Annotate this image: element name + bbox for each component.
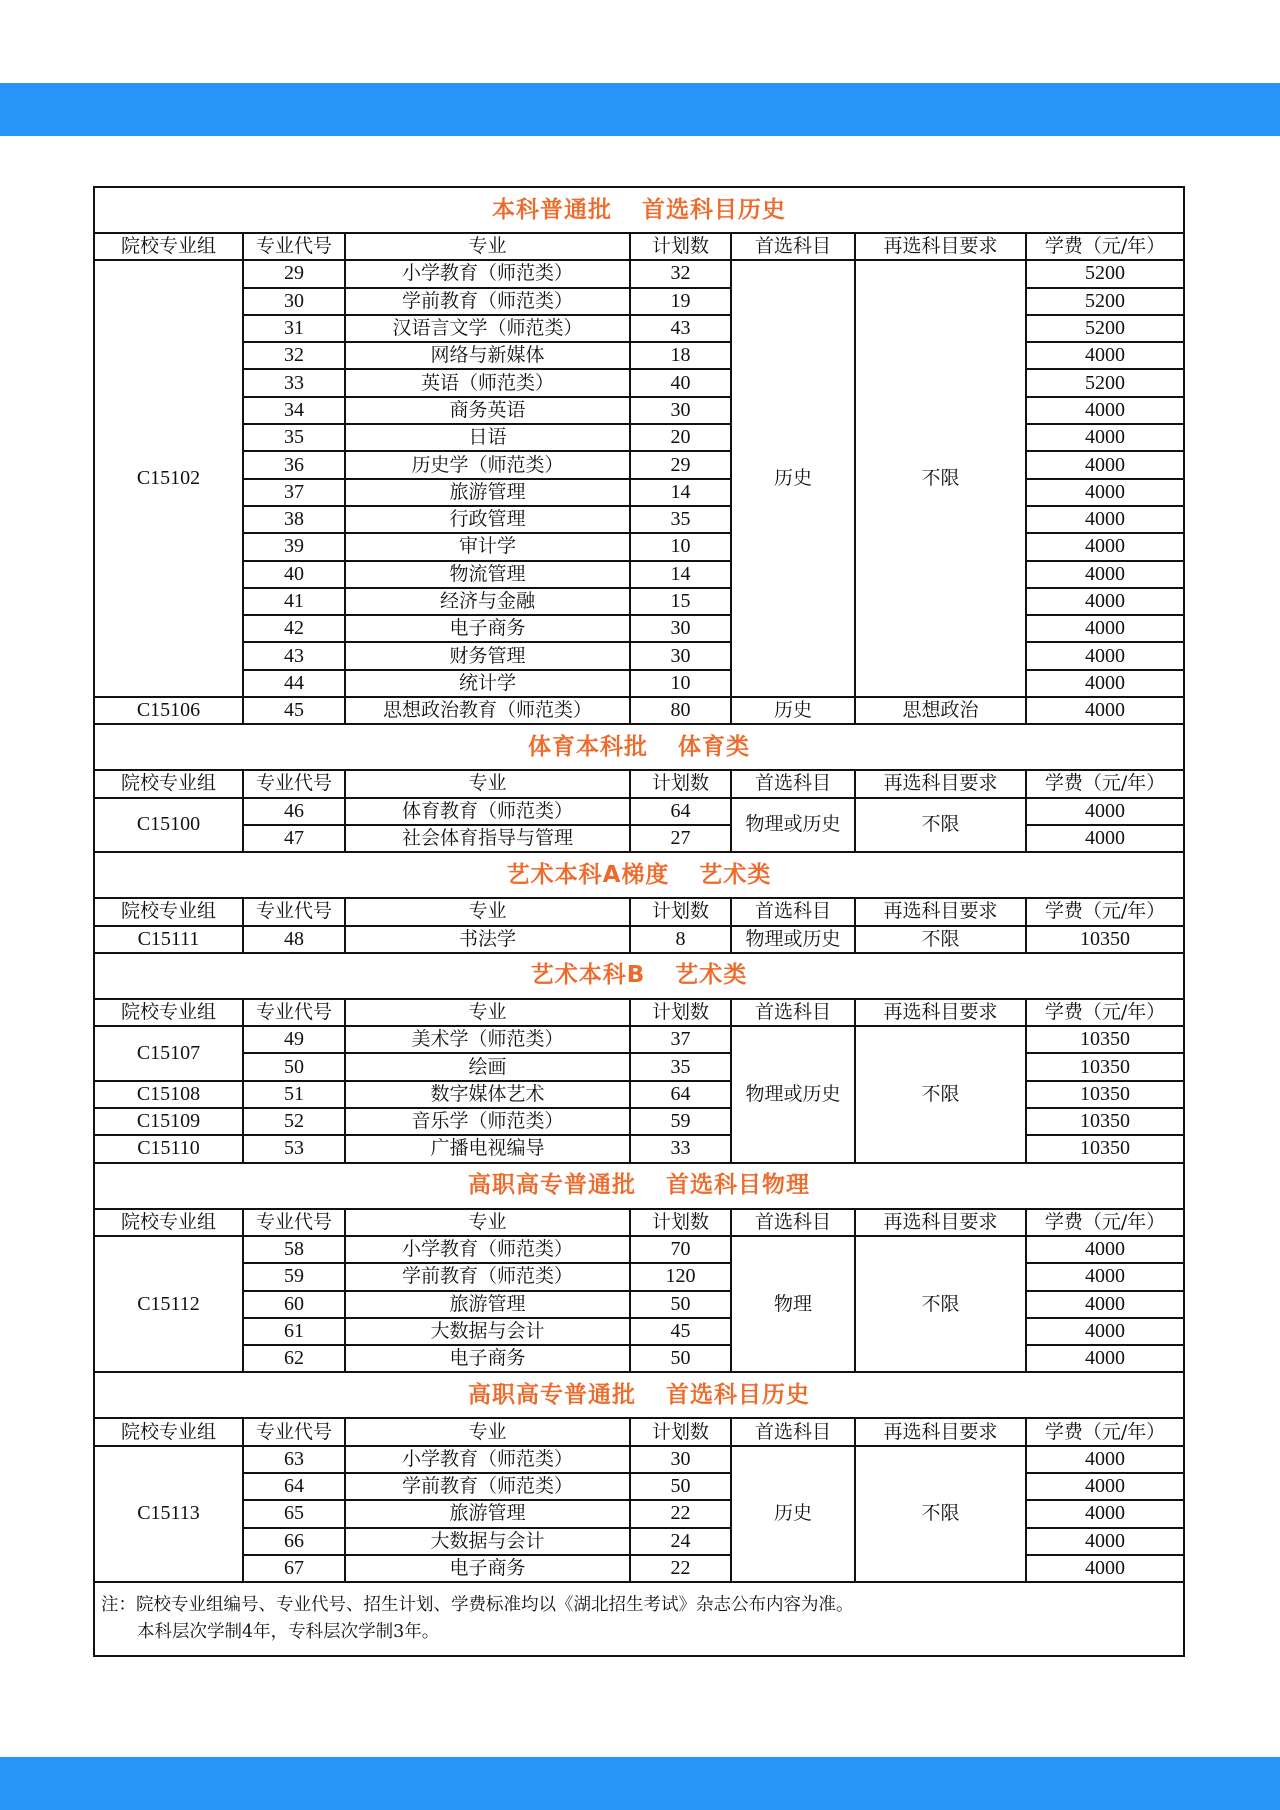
major-code: 48 [243, 926, 345, 953]
plan-count: 19 [630, 288, 731, 315]
plan-count: 24 [630, 1528, 731, 1555]
footnote-row [94, 1582, 1184, 1656]
major-name: 经济与金融 [345, 588, 630, 615]
major-code: 44 [243, 670, 345, 697]
tuition-fee: 5200 [1026, 288, 1184, 315]
major-code: 62 [243, 1345, 345, 1372]
footnote [94, 1582, 1184, 1656]
admission-plan-table-wrapper [93, 186, 1183, 1657]
group-code: C15111 [94, 926, 243, 953]
tuition-fee: 4000 [1026, 424, 1184, 451]
major-name: 电子商务 [345, 1345, 630, 1372]
column-header: 院校专业组 [94, 233, 243, 260]
bottom-banner [0, 1757, 1280, 1810]
section-title-category: 艺术类 [699, 861, 772, 888]
major-code: 52 [243, 1108, 345, 1135]
column-header: 专业 [345, 1418, 630, 1445]
plan-count: 50 [630, 1345, 731, 1372]
column-header: 再选科目要求 [855, 1418, 1026, 1445]
major-name: 英语（师范类） [345, 369, 630, 396]
tuition-fee: 4000 [1026, 533, 1184, 560]
column-header: 首选科目 [731, 999, 855, 1026]
major-name: 历史学（师范类） [345, 451, 630, 478]
major-name: 小学教育（师范类） [345, 1236, 630, 1263]
column-header-row [94, 770, 1184, 797]
plan-count: 50 [630, 1291, 731, 1318]
major-name: 体育教育（师范类） [345, 798, 630, 825]
column-header: 计划数 [630, 1209, 731, 1236]
major-name: 大数据与会计 [345, 1528, 630, 1555]
major-code: 51 [243, 1081, 345, 1108]
group-code: C15109 [94, 1108, 243, 1135]
first-subject: 历史 [731, 697, 855, 724]
plan-count: 64 [630, 1081, 731, 1108]
tuition-fee: 10350 [1026, 1081, 1184, 1108]
major-code: 46 [243, 798, 345, 825]
reselect-requirement: 不限 [855, 798, 1026, 853]
plan-count: 22 [630, 1500, 731, 1527]
major-name: 审计学 [345, 533, 630, 560]
tuition-fee: 4000 [1026, 1236, 1184, 1263]
section-title-row [94, 852, 1184, 898]
column-header: 首选科目 [731, 1418, 855, 1445]
major-code: 49 [243, 1026, 345, 1053]
top-banner [0, 83, 1280, 136]
major-code: 31 [243, 315, 345, 342]
column-header: 院校专业组 [94, 1418, 243, 1445]
plan-count: 64 [630, 798, 731, 825]
column-header: 专业 [345, 898, 630, 925]
plan-count: 80 [630, 697, 731, 724]
column-header: 再选科目要求 [855, 999, 1026, 1026]
major-name: 数字媒体艺术 [345, 1081, 630, 1108]
table-row [94, 697, 1184, 724]
group-code: C15113 [94, 1446, 243, 1582]
section-title [94, 187, 1184, 233]
reselect-requirement: 不限 [855, 926, 1026, 953]
plan-count: 32 [630, 260, 731, 287]
column-header: 专业 [345, 770, 630, 797]
tuition-fee: 4000 [1026, 342, 1184, 369]
section-title-category: 体育类 [678, 733, 751, 760]
major-name: 小学教育（师范类） [345, 260, 630, 287]
group-code: C15110 [94, 1135, 243, 1162]
major-code: 66 [243, 1528, 345, 1555]
tuition-fee: 4000 [1026, 397, 1184, 424]
section-title-row [94, 187, 1184, 233]
reselect-requirement: 不限 [855, 260, 1026, 697]
section-title-row [94, 1372, 1184, 1418]
reselect-requirement: 思想政治 [855, 697, 1026, 724]
plan-count: 20 [630, 424, 731, 451]
column-header: 首选科目 [731, 1209, 855, 1236]
major-code: 47 [243, 825, 345, 852]
group-code: C15112 [94, 1236, 243, 1372]
major-name: 财务管理 [345, 642, 630, 669]
plan-count: 22 [630, 1555, 731, 1582]
admission-plan-table [93, 186, 1185, 1657]
plan-count: 120 [630, 1263, 731, 1290]
major-code: 67 [243, 1555, 345, 1582]
major-name: 商务英语 [345, 397, 630, 424]
column-header: 专业代号 [243, 898, 345, 925]
plan-count: 43 [630, 315, 731, 342]
major-name: 行政管理 [345, 506, 630, 533]
tuition-fee: 4000 [1026, 670, 1184, 697]
section-title-batch: 艺术本科A梯度 [506, 861, 670, 888]
major-code: 58 [243, 1236, 345, 1263]
major-name: 书法学 [345, 926, 630, 953]
major-code: 36 [243, 451, 345, 478]
column-header: 计划数 [630, 1418, 731, 1445]
major-name: 学前教育（师范类） [345, 288, 630, 315]
major-code: 59 [243, 1263, 345, 1290]
first-subject: 物理或历史 [731, 926, 855, 953]
column-header: 计划数 [630, 233, 731, 260]
column-header: 专业 [345, 233, 630, 260]
column-header: 学费（元/年） [1026, 1418, 1184, 1445]
section-title [94, 1372, 1184, 1418]
tuition-fee: 4000 [1026, 1500, 1184, 1527]
major-code: 38 [243, 506, 345, 533]
section-title-row [94, 1163, 1184, 1209]
tuition-fee: 4000 [1026, 1528, 1184, 1555]
column-header: 专业代号 [243, 999, 345, 1026]
column-header: 专业 [345, 999, 630, 1026]
tuition-fee: 4000 [1026, 1345, 1184, 1372]
section-title [94, 852, 1184, 898]
column-header-row [94, 1209, 1184, 1236]
major-name: 汉语言文学（师范类） [345, 315, 630, 342]
plan-count: 35 [630, 506, 731, 533]
tuition-fee: 4000 [1026, 1318, 1184, 1345]
major-code: 61 [243, 1318, 345, 1345]
major-name: 旅游管理 [345, 479, 630, 506]
major-code: 65 [243, 1500, 345, 1527]
first-subject: 物理 [731, 1236, 855, 1372]
first-subject: 历史 [731, 260, 855, 697]
column-header: 专业代号 [243, 233, 345, 260]
tuition-fee: 5200 [1026, 369, 1184, 396]
section-title-row [94, 953, 1184, 999]
group-code: C15102 [94, 260, 243, 697]
plan-count: 45 [630, 1318, 731, 1345]
major-name: 网络与新媒体 [345, 342, 630, 369]
tuition-fee: 10350 [1026, 926, 1184, 953]
section-title-batch: 高职高专普通批 [468, 1381, 637, 1408]
major-name: 物流管理 [345, 561, 630, 588]
major-code: 34 [243, 397, 345, 424]
plan-count: 10 [630, 533, 731, 560]
first-subject: 物理或历史 [731, 798, 855, 853]
column-header-row [94, 999, 1184, 1026]
reselect-requirement: 不限 [855, 1026, 1026, 1162]
table-row [94, 798, 1184, 825]
plan-count: 30 [630, 642, 731, 669]
major-code: 33 [243, 369, 345, 396]
table-row [94, 926, 1184, 953]
major-name: 学前教育（师范类） [345, 1263, 630, 1290]
section-title-category: 艺术类 [675, 962, 748, 989]
section-title [94, 1163, 1184, 1209]
major-name: 日语 [345, 424, 630, 451]
tuition-fee: 4000 [1026, 697, 1184, 724]
tuition-fee: 4000 [1026, 1555, 1184, 1582]
major-code: 35 [243, 424, 345, 451]
column-header: 学费（元/年） [1026, 1209, 1184, 1236]
plan-count: 59 [630, 1108, 731, 1135]
column-header: 计划数 [630, 999, 731, 1026]
major-code: 39 [243, 533, 345, 560]
column-header-row [94, 233, 1184, 260]
column-header: 专业代号 [243, 770, 345, 797]
section-title-category: 首选科目历史 [642, 196, 787, 223]
column-header: 首选科目 [731, 770, 855, 797]
column-header: 专业代号 [243, 1418, 345, 1445]
tuition-fee: 4000 [1026, 506, 1184, 533]
tuition-fee: 4000 [1026, 1291, 1184, 1318]
section-title-row [94, 724, 1184, 770]
tuition-fee: 10350 [1026, 1108, 1184, 1135]
plan-count: 30 [630, 615, 731, 642]
column-header: 再选科目要求 [855, 233, 1026, 260]
major-code: 63 [243, 1446, 345, 1473]
column-header: 首选科目 [731, 898, 855, 925]
column-header: 学费（元/年） [1026, 233, 1184, 260]
major-name: 大数据与会计 [345, 1318, 630, 1345]
major-name: 旅游管理 [345, 1291, 630, 1318]
major-name: 绘画 [345, 1053, 630, 1080]
tuition-fee: 4000 [1026, 642, 1184, 669]
plan-count: 37 [630, 1026, 731, 1053]
column-header: 计划数 [630, 898, 731, 925]
table-row [94, 1446, 1184, 1473]
tuition-fee: 5200 [1026, 315, 1184, 342]
tuition-fee: 4000 [1026, 1263, 1184, 1290]
major-code: 37 [243, 479, 345, 506]
plan-count: 10 [630, 670, 731, 697]
major-name: 统计学 [345, 670, 630, 697]
tuition-fee: 10350 [1026, 1053, 1184, 1080]
group-code: C15108 [94, 1081, 243, 1108]
major-code: 64 [243, 1473, 345, 1500]
section-title-batch: 本科普通批 [492, 196, 613, 223]
major-code: 45 [243, 697, 345, 724]
column-header: 再选科目要求 [855, 1209, 1026, 1236]
section-title [94, 724, 1184, 770]
major-code: 40 [243, 561, 345, 588]
tuition-fee: 4000 [1026, 1473, 1184, 1500]
table-row [94, 260, 1184, 287]
first-subject: 物理或历史 [731, 1026, 855, 1162]
column-header: 院校专业组 [94, 1209, 243, 1236]
tuition-fee: 4000 [1026, 479, 1184, 506]
group-code: C15106 [94, 697, 243, 724]
tuition-fee: 10350 [1026, 1135, 1184, 1162]
section-title-batch: 体育本科批 [528, 733, 649, 760]
group-code: C15107 [94, 1026, 243, 1081]
major-code: 60 [243, 1291, 345, 1318]
major-code: 41 [243, 588, 345, 615]
tuition-fee: 4000 [1026, 561, 1184, 588]
plan-count: 27 [630, 825, 731, 852]
column-header: 专业代号 [243, 1209, 345, 1236]
footnote-line-2: 本科层次学制4年，专科层次学制3年。 [137, 1622, 440, 1643]
major-code: 42 [243, 615, 345, 642]
major-name: 社会体育指导与管理 [345, 825, 630, 852]
major-code: 32 [243, 342, 345, 369]
tuition-fee: 5200 [1026, 260, 1184, 287]
plan-count: 30 [630, 397, 731, 424]
major-code: 30 [243, 288, 345, 315]
major-code: 50 [243, 1053, 345, 1080]
footnote-line-1: 注：院校专业组编号、专业代号、招生计划、学费标准均以《湖北招生考试》杂志公布内容为准。 [101, 1595, 854, 1616]
tuition-fee: 4000 [1026, 798, 1184, 825]
column-header: 学费（元/年） [1026, 770, 1184, 797]
major-name: 音乐学（师范类） [345, 1108, 630, 1135]
column-header: 再选科目要求 [855, 770, 1026, 797]
plan-count: 35 [630, 1053, 731, 1080]
section-title [94, 953, 1184, 999]
section-title-category: 首选科目物理 [666, 1172, 811, 1199]
major-code: 29 [243, 260, 345, 287]
column-header: 首选科目 [731, 233, 855, 260]
plan-count: 29 [630, 451, 731, 478]
section-title-category: 首选科目历史 [666, 1381, 811, 1408]
tuition-fee: 4000 [1026, 825, 1184, 852]
reselect-requirement: 不限 [855, 1236, 1026, 1372]
column-header: 院校专业组 [94, 898, 243, 925]
table-row [94, 1026, 1184, 1053]
tuition-fee: 4000 [1026, 451, 1184, 478]
plan-count: 14 [630, 561, 731, 588]
section-title-batch: 艺术本科B [530, 962, 646, 989]
major-name: 广播电视编导 [345, 1135, 630, 1162]
plan-count: 8 [630, 926, 731, 953]
column-header: 计划数 [630, 770, 731, 797]
first-subject: 历史 [731, 1446, 855, 1582]
major-name: 旅游管理 [345, 1500, 630, 1527]
plan-count: 33 [630, 1135, 731, 1162]
table-body [94, 187, 1184, 1656]
tuition-fee: 4000 [1026, 615, 1184, 642]
section-title-batch: 高职高专普通批 [468, 1172, 637, 1199]
plan-count: 40 [630, 369, 731, 396]
major-code: 43 [243, 642, 345, 669]
major-name: 学前教育（师范类） [345, 1473, 630, 1500]
major-name: 小学教育（师范类） [345, 1446, 630, 1473]
column-header: 学费（元/年） [1026, 898, 1184, 925]
reselect-requirement: 不限 [855, 1446, 1026, 1582]
tuition-fee: 10350 [1026, 1026, 1184, 1053]
plan-count: 50 [630, 1473, 731, 1500]
major-name: 电子商务 [345, 1555, 630, 1582]
group-code: C15100 [94, 798, 243, 853]
column-header-row [94, 898, 1184, 925]
major-name: 思想政治教育（师范类） [345, 697, 630, 724]
plan-count: 70 [630, 1236, 731, 1263]
plan-count: 30 [630, 1446, 731, 1473]
major-name: 美术学（师范类） [345, 1026, 630, 1053]
column-header-row [94, 1418, 1184, 1445]
plan-count: 15 [630, 588, 731, 615]
column-header: 院校专业组 [94, 999, 243, 1026]
column-header: 专业 [345, 1209, 630, 1236]
tuition-fee: 4000 [1026, 588, 1184, 615]
major-code: 53 [243, 1135, 345, 1162]
plan-count: 18 [630, 342, 731, 369]
major-name: 电子商务 [345, 615, 630, 642]
column-header: 院校专业组 [94, 770, 243, 797]
column-header: 再选科目要求 [855, 898, 1026, 925]
table-row [94, 1236, 1184, 1263]
plan-count: 14 [630, 479, 731, 506]
tuition-fee: 4000 [1026, 1446, 1184, 1473]
column-header: 学费（元/年） [1026, 999, 1184, 1026]
